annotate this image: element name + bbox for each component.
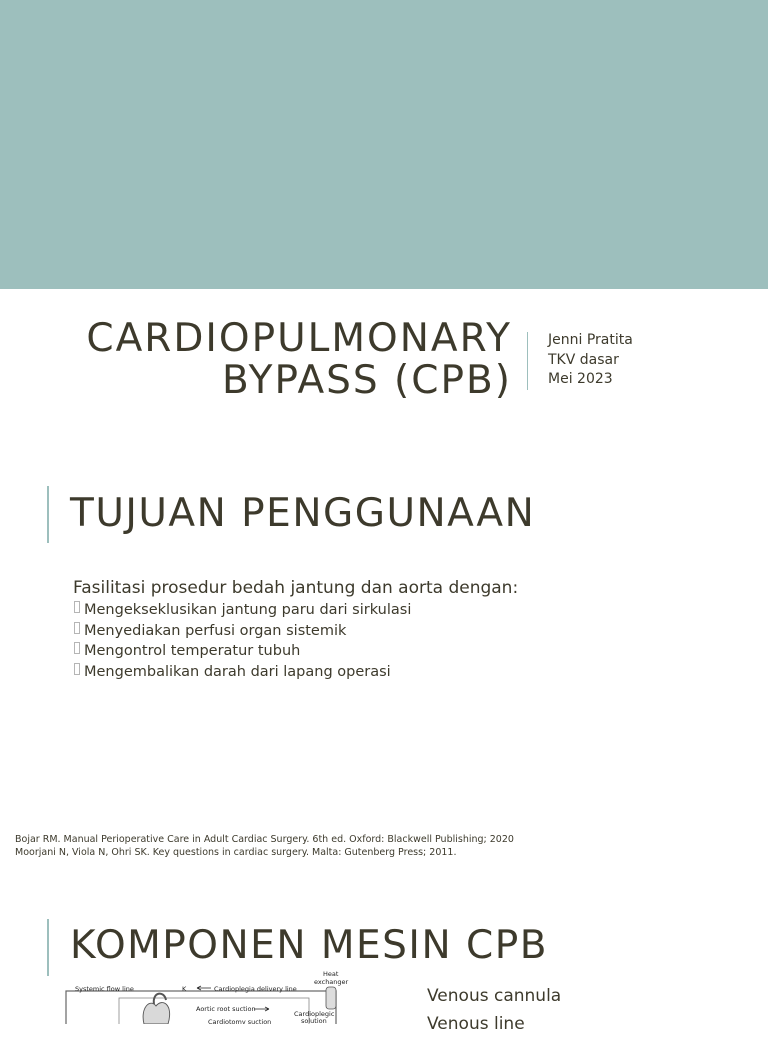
references	[15, 833, 514, 859]
author-name: Jenni Pratita	[548, 332, 633, 348]
component-list	[427, 982, 561, 1038]
heat-exchanger-shape	[326, 987, 336, 1009]
diagram-label: Cardioplegic	[294, 1010, 335, 1018]
heart-icon	[143, 1003, 170, 1024]
bullet-icon	[74, 601, 80, 613]
diagram-label: K	[182, 985, 187, 993]
bullet-icon	[74, 622, 80, 634]
title-banner	[0, 0, 768, 289]
list-item: Venous line	[427, 1014, 525, 1034]
title-line-1: CARDIOPULMONARY	[86, 316, 512, 361]
diagram-label: Systemic flow line	[75, 985, 134, 993]
list-item: Venous cannula	[427, 986, 562, 1006]
presentation-meta	[548, 331, 633, 390]
diagram-label: Cardiotomy suction	[208, 1018, 272, 1024]
presentation-title	[86, 318, 512, 402]
diagram-label: exchanger	[314, 978, 349, 986]
purpose-list	[74, 600, 411, 682]
diagram-label: Heat	[323, 970, 339, 978]
cpb-circuit-diagram	[64, 968, 364, 1024]
list-item: Mengembalikan darah dari lapang operasi	[74, 662, 411, 683]
aorta-shape	[154, 994, 166, 1004]
intro-text: Fasilitasi prosedur bedah jantung dan aorta dengan:	[73, 578, 519, 598]
bullet-icon	[74, 663, 80, 675]
list-item: Menyediakan perfusi organ sistemik	[74, 621, 411, 642]
section-accent-bar	[47, 919, 49, 976]
reference-item: Moorjani N, Viola N, Ohri SK. Key questions in cardiac surgery. Malta: Gutenberg Press; 2011.	[15, 847, 457, 858]
section-accent-bar	[47, 486, 49, 543]
course-name: TKV dasar	[548, 351, 619, 368]
bullet-icon	[74, 642, 80, 654]
slide-heading: TUJUAN PENGGUNAAN	[70, 491, 536, 536]
diagram-label: Aortic root suction	[196, 1005, 256, 1013]
list-item: Mengontrol temperatur tubuh	[74, 641, 411, 662]
title-line-2: BYPASS (CPB)	[222, 358, 512, 403]
diagram-label: solution	[301, 1017, 327, 1024]
arrow-icon	[254, 1007, 269, 1011]
reference-item: Bojar RM. Manual Perioperative Care in Adult Cardiac Surgery. 6th ed. Oxford: Blackwell Publishing; 2020	[15, 834, 514, 845]
presentation-date: Mei 2023	[548, 371, 613, 387]
title-divider	[527, 332, 528, 390]
arrow-icon	[197, 986, 211, 990]
diagram-label: Cardioplegia delivery line	[214, 985, 297, 993]
list-item: Mengekseklusikan jantung paru dari sirkulasi	[74, 600, 411, 621]
slide-heading: KOMPONEN MESIN CPB	[70, 923, 549, 968]
